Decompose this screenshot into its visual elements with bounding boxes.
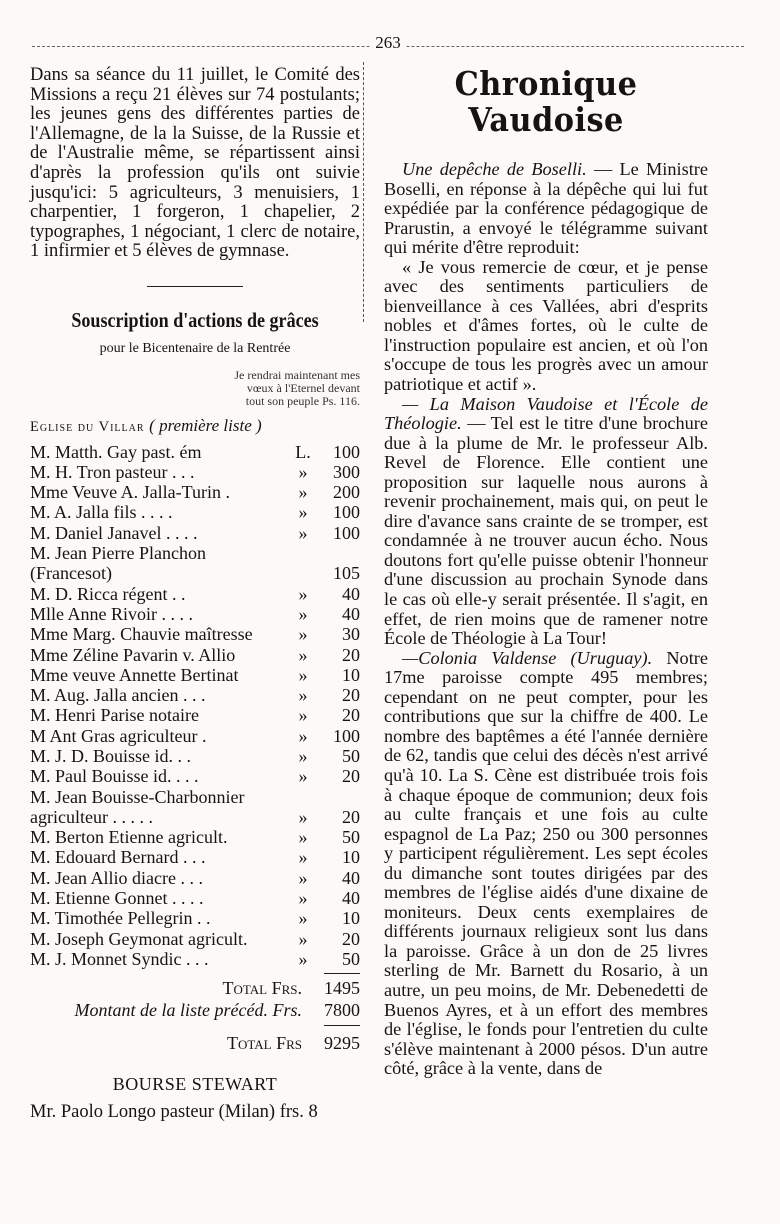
donor-row [30, 888, 360, 908]
donor-currency: » [298, 745, 308, 766]
donor-amount: 100 [333, 502, 360, 523]
donor-name: M. Edouard Bernard . . . [30, 847, 206, 868]
donor-row [30, 705, 360, 725]
donor-amount: 30 [342, 624, 360, 645]
donor-amount: 50 [342, 827, 360, 848]
donor-row [30, 604, 360, 624]
donor-row [30, 462, 360, 482]
donor-row [30, 908, 360, 928]
donor-row [30, 929, 360, 949]
donor-name: Mme Marg. Chauvie maîtresse [30, 624, 253, 645]
donor-currency: » [298, 948, 308, 969]
donor-row [30, 523, 360, 543]
donor-amount: 20 [342, 644, 360, 665]
donor-row [30, 685, 360, 705]
donor-name: M. Jean Pierre Planchon (Francesot) [30, 543, 206, 584]
donor-row [30, 584, 360, 604]
previous-total-row: Montant de la liste précéd. Frs. 7800 [74, 1000, 360, 1021]
subscription-heading: Souscription d'actions de grâces [71, 307, 319, 332]
donor-name: M. A. Jalla fils . . . . [30, 502, 173, 523]
donor-name: M. Jean Bouisse-Charbonnier agriculteur . . . . . [30, 786, 245, 827]
donor-amount: 50 [342, 745, 360, 766]
left-column [30, 66, 360, 1123]
donor-name: M. J. D. Bouisse id. . . [30, 745, 192, 766]
donor-amount: 10 [342, 664, 360, 685]
donor-currency: » [298, 461, 308, 482]
bourse-stewart-heading: BOURSE STEWART [112, 1074, 278, 1095]
donor-currency: » [298, 847, 308, 868]
section-separator [147, 286, 243, 287]
donor-row [30, 442, 360, 462]
subscription-subheading: pour le Bicentenaire de la Rentrée [99, 340, 291, 356]
donor-amount: 100 [333, 522, 360, 543]
donor-amount: 100 [333, 725, 360, 746]
donor-row [30, 624, 360, 644]
donor-row [30, 787, 360, 828]
donor-amount: 105 [333, 563, 360, 584]
donor-amount: 100 [333, 441, 360, 462]
missions-paragraph: Dans sa séance du 11 juillet, le Comité des Missions a reçu 21 élèves sur 74 postulants; les jeunes gens des différentes parties de l'Allemagne, de la la Suisse, de la Russie et de l'Australie même, se répartissent ainsi d'après la profession qu'ils ont suivie jusqu'ici: 5 agriculteurs, 3 menuisiers, 1 charpentier, 1 forgeron, 1 chapelier, 2 typographes, 1 négociant, 1 clerc de notaire, 1 infirmier et 5 élèves de gymnase. [30, 65, 360, 262]
donor-currency: » [298, 685, 308, 706]
donor-row [30, 847, 360, 867]
donor-name: M. Aug. Jalla ancien . . . [30, 685, 206, 706]
donor-currency: » [298, 827, 308, 848]
donor-name: Mme Veuve A. Jalla-Turin . [30, 482, 230, 503]
donor-amount: 200 [333, 482, 360, 503]
donor-name: M Ant Gras agriculteur . [30, 725, 207, 746]
sum-rule-2 [324, 1025, 360, 1026]
donor-amount: 20 [342, 685, 360, 706]
donor-currency: » [298, 888, 308, 909]
column-divider [363, 62, 364, 322]
donor-currency: » [298, 482, 308, 503]
donor-amount: 40 [342, 888, 360, 909]
telegram-paragraph: « Je vous remercie de cœur, et je pense avec des sentiments particuliers de bienveillance à ces Vallées, abri d'esprits nobles et d'âmes fortes, où le culte de l'instruction populaire est ancien, et où l'on s'occupe de tous les progrès avec un amour patriotique et actif ». [384, 256, 708, 395]
donor-amount: 20 [342, 928, 360, 949]
sum-rule [324, 973, 360, 974]
donor-name: M. Henri Parise notaire [30, 705, 199, 726]
donor-amount: 20 [342, 766, 360, 787]
donor-currency: » [298, 766, 308, 787]
donor-name: M. Matth. Gay past. ém [30, 441, 202, 462]
donor-amount: 40 [342, 603, 360, 624]
donor-currency: » [298, 928, 308, 949]
donor-currency: » [298, 644, 308, 665]
donor-currency: » [298, 624, 308, 645]
donor-currency: » [298, 908, 308, 929]
donor-currency: » [298, 705, 308, 726]
donor-row [30, 645, 360, 665]
donor-name: M. Joseph Geymonat agricult. [30, 928, 248, 949]
donor-amount: 20 [342, 705, 360, 726]
donor-amount: 50 [342, 948, 360, 969]
donor-name: M. Timothée Pellegrin . . [30, 908, 211, 929]
donor-amount: 300 [333, 461, 360, 482]
donor-currency: » [298, 806, 308, 827]
chronicle-title: Chronique Vaudoise [454, 64, 638, 139]
donor-currency: » [298, 502, 308, 523]
donor-name: M. Jean Allio diacre . . . [30, 867, 203, 888]
donor-list [30, 442, 360, 970]
colonia-valdense-paragraph: —Colonia Valdense (Uruguay). Notre 17me paroisse compte 495 membres; cependant on ne peut compter, pour les contributions que sur la chiffre de 400. Le nombre des baptêmes a été l'année dernière de 62, tandis que celui des décès n'est arrivé qu'à 10. La S. Cène est distribuée trois fois à chaque époque de communion; deux fois au culte français et une fois au culte espagnol de La Paz; 250 ou 300 personnes y participent régulièrement. Les sept écoles du dimanche sont toutes dirigées par des membres de l'église aidés d'une dixaine de moniteurs. Deux cents exemplaires de différents journaux religieux sont lus dans la paroisse. Grâce à un don de 25 livres sterling de Mr. Barnett du Rosario, à un autre, un peu moins, de Mr. Debenedetti de Buenos Ayres, et à un effort des membres de l'église, le fonds pour l'entretien du culte s'élève maintenant à 2000 pésos. D'un autre côté, grâce à la vente, dans de [384, 647, 708, 1079]
donor-name: M. D. Ricca régent . . [30, 583, 186, 604]
donor-name: Mme Zéline Pavarin v. Allio [30, 644, 236, 665]
bourse-stewart-line: Mr. Paolo Longo pasteur (Milan) frs. 8 [30, 1102, 318, 1123]
right-column [384, 66, 708, 1079]
page-number: 263 [32, 33, 744, 53]
total-row: Total Frs. 1495 [222, 978, 360, 999]
donor-row [30, 868, 360, 888]
donor-row [30, 766, 360, 786]
donor-amount: 40 [342, 867, 360, 888]
epigraph: Je rendrai maintenant mes vœux à l'Eternel devant tout son peuple Ps. 116. [234, 367, 360, 408]
donor-name: M. H. Tron pasteur . . . [30, 461, 195, 482]
boselli-paragraph: Une depêche de Boselli. — Le Ministre Boselli, en réponse à la dépêche qui lui fut expédiée par la conférence pédagogique de Prarustin, a envoyé le télégramme suivant qui mérite d'être reproduit: [384, 159, 708, 258]
grand-total-row: Total Frs 9295 [226, 1033, 360, 1054]
donor-row [30, 502, 360, 522]
donor-name: M. Paul Bouisse id. . . . [30, 766, 199, 787]
donor-name: Mlle Anne Rivoir . . . . [30, 603, 193, 624]
donor-amount: 10 [342, 847, 360, 868]
donor-row [30, 746, 360, 766]
donor-currency: » [298, 583, 308, 604]
donor-name: Mme veuve Annette Bertinat [30, 664, 239, 685]
donor-row [30, 543, 360, 584]
donor-row [30, 482, 360, 502]
donor-amount: 10 [342, 908, 360, 929]
donor-currency: » [298, 522, 308, 543]
maison-vaudoise-paragraph: — La Maison Vaudoise et l'École de Théologie. — Tel est le titre d'une brochure due à la plume de Mr. le professeur Alb. Revel de Florence. Elle contient une proposition sur laquelle nous aurons à revenir prochainement, mais qui, on peut le dire d'avance sans crainte de se tromper, est condamnée à ne trouver aucun écho. Nous doutons fort qu'elle puisse obtenir l'honneur d'une discussion au prochain Synode dans le cas où elle-y serait présentée. Il s'agit, en effet, de rien moins que de ramener notre École de Théologie à La Tour! [384, 393, 708, 649]
donor-name: M. J. Monnet Syndic . . . [30, 948, 209, 969]
donor-row [30, 827, 360, 847]
church-heading: Eglise du Villar ( première liste ) [30, 415, 262, 435]
donor-currency: » [298, 725, 308, 746]
donor-currency: » [298, 664, 308, 685]
donor-currency: » [298, 867, 308, 888]
donor-row [30, 665, 360, 685]
donor-amount: 20 [342, 806, 360, 827]
donor-name: M. Etienne Gonnet . . . . [30, 888, 204, 909]
donor-currency: » [298, 603, 308, 624]
donor-name: M. Daniel Janavel . . . . [30, 522, 198, 543]
donor-currency: L. [295, 441, 311, 462]
donor-name: M. Berton Etienne agricult. [30, 827, 228, 848]
donor-amount: 40 [342, 583, 360, 604]
donor-row [30, 949, 360, 969]
donor-row [30, 726, 360, 746]
